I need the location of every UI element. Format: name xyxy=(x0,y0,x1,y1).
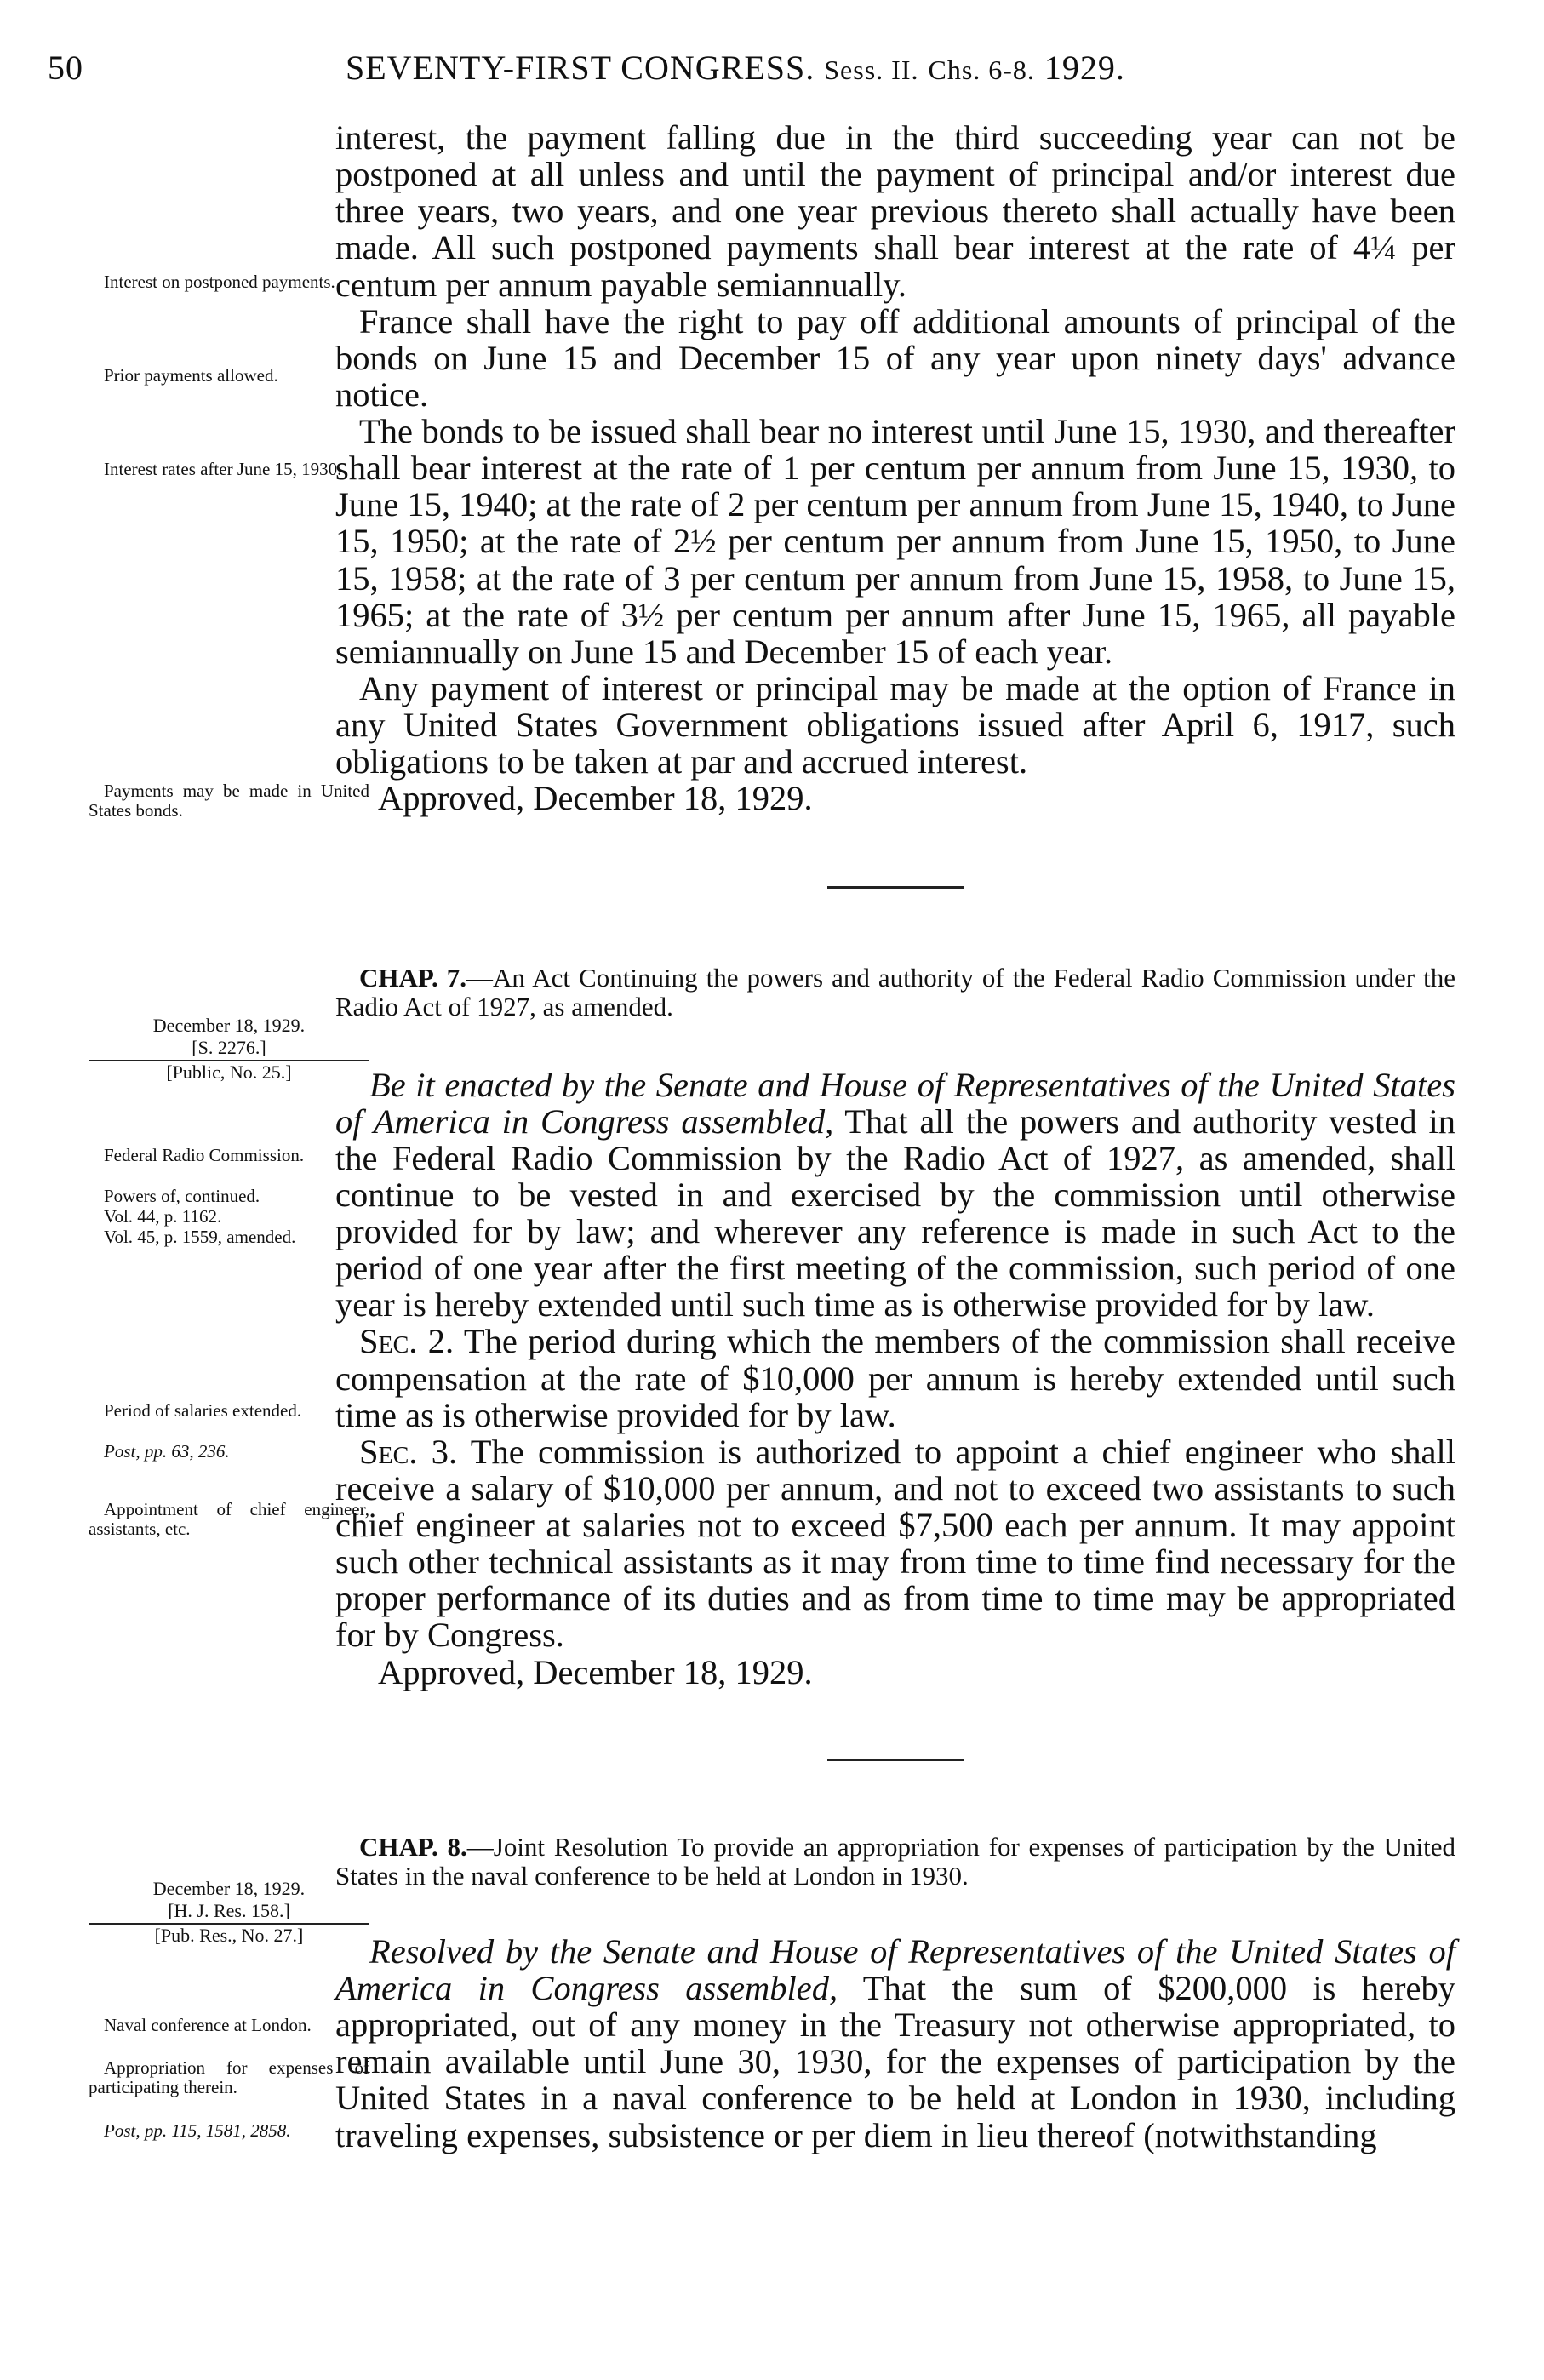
chap7-title: —An Act Continuing the powers and authority of the Federal Radio Commission under the Radio Act of 1927, as amended. xyxy=(335,963,1455,1022)
sec3-label: Sec. 3. xyxy=(359,1432,458,1471)
margin-note-naval-conference: Naval conference at London. xyxy=(104,2015,312,2035)
chap7-section-1-text: That all the powers and authority vested in the Federal Radio Commission by the Radio Act of 1927, as amended, shall continue to be vested in and exercised by the commission until otherwise provided for by law; and wherever any reference is made in such Act to the period of one year after the first meeting of the commission, such period of one year is hereby extended until such time as is otherwise provided for by law. xyxy=(335,1101,1455,1324)
chap7-public-number: [Public, No. 25.] xyxy=(166,1061,292,1083)
main-text xyxy=(335,119,1455,2154)
paragraph-postponed-interest: interest, the payment falling due in the third succeeding year can not be postponed at all unless and until the payment of principal and/or interest due three years, two years, and one year previous thereto shall actually have been made. All such postponed payments shall bear interest at the rate of 4¼ per centum per annum payable semiannually. xyxy=(335,118,1455,304)
chap8-heading xyxy=(335,1833,1455,1891)
chap7-section-1 xyxy=(335,1067,1455,1324)
margin-note-prior-payments: Prior payments allowed. xyxy=(104,365,278,386)
margin-note-vol44: Vol. 44, p. 1162. xyxy=(104,1206,222,1227)
paragraph-interest-rates: The bonds to be issued shall bear no interest until June 15, 1930, and thereafter shall bear interest at the rate of 1 per centum per annum from June 15, 1930, to June 15, 1940; at the rate of 2 per centum per annum from June 15, 1940, to June 15, 1950; at the rate of 2½ per centum per annum from June 15, 1950, to June 15, 1958; at the rate of 3 per centum per annum from June 15, 1958, to June 15, 1965; at the rate of 3½ per centum per annum after June 15, 1965, all payable semiannually on June 15 and December 15 of each year. xyxy=(335,412,1455,671)
sec3-text: The commission is authorized to appoint a chief engineer who shall receive a salary of $10,000 per annum, and not to exceed two assistants to such chief engineer at salaries not to exceed $7,500 each per annum. It may appoint such other technical assistants as it may from time to time find necessary for the proper performance of its duties and as from time to time may be appropriated for by Congress. xyxy=(335,1432,1455,1655)
chap8-title: —Joint Resolution To provide an appropriation for expenses of participation by the United States in the naval conference to be held at London in 1930. xyxy=(335,1831,1455,1891)
chap7-bill-identifier xyxy=(89,1015,369,1084)
approved-line-1: Approved, December 18, 1929. xyxy=(378,779,813,818)
margin-note-post-appropriation: Post, pp. 115, 1581, 2858. xyxy=(104,2120,291,2141)
margin-note-period-salaries: Period of salaries extended. xyxy=(104,1400,302,1421)
margin-note-appointment: Appointment of chief engineer, assistants, etc. xyxy=(89,1499,369,1540)
chap7-date: December 18, 1929. xyxy=(152,1015,306,1036)
chapters-label: Chs. 6-8. xyxy=(928,54,1035,85)
paragraph-payments-bonds: Any payment of interest or principal may be made at the option of France in any United States Government obligations issued after April 6, 1917, such obligations to be taken at par and accrued interest. xyxy=(335,668,1455,781)
chap8-label: CHAP. 8. xyxy=(359,1831,467,1862)
chap8-resolution-number: [H. J. Res. 158.] xyxy=(89,1900,369,1924)
margin-note-payments-bonds: Payments may be made in United States bonds. xyxy=(89,781,369,821)
section-divider-1 xyxy=(827,886,964,889)
page-number: 50 xyxy=(48,49,83,87)
chap7-enacting-clause: Be it enacted by the Senate and House of Representatives of the United States of America in Congress assembled, xyxy=(335,1065,1455,1141)
chap8-public-resolution-number: [Pub. Res., No. 27.] xyxy=(154,1924,304,1946)
sec2-label: Sec. 2. xyxy=(359,1322,455,1361)
sec2-text: The period during which the members of the commission shall receive compensation at the rate of $10,000 per annum is hereby extended until such time as is otherwise provided for by law. xyxy=(335,1322,1455,1434)
section-divider-2 xyxy=(827,1759,964,1761)
running-head xyxy=(48,48,1452,99)
chap8-resolving-clause: Resolved by the Senate and House of Representatives of the United States of America in Congress assembled, xyxy=(335,1931,1455,2007)
chap8-resolution xyxy=(335,1933,1455,2154)
chap7-section-2 xyxy=(335,1323,1455,1433)
chap7-heading xyxy=(335,964,1455,1021)
margin-note-post-salaries: Post, pp. 63, 236. xyxy=(104,1441,230,1462)
margin-note-interest-rates: Interest rates after June 15, 1930. xyxy=(104,459,342,479)
chap7-label: CHAP. 7. xyxy=(359,963,467,993)
approved-line-2: Approved, December 18, 1929. xyxy=(378,1652,813,1691)
chap8-resolution-text: That the sum of $200,000 is hereby appropriated, out of any money in the Treasury not otherwise appropriated, to remain available until June 30, 1930, for the expenses of participation by the United States in a naval conference to be held at London in 1930, including traveling expenses, subsistence or per diem in lieu thereof (notwithstanding xyxy=(335,1969,1455,2154)
chap8-bill-identifier xyxy=(89,1878,369,1947)
running-title xyxy=(346,48,1125,88)
margin-note-interest-postponed: Interest on postponed payments. xyxy=(104,272,335,292)
margin-note-appropriation: Appropriation for expenses of participating therein. xyxy=(89,2057,369,2098)
chap7-bill-number: [S. 2276.] xyxy=(89,1037,369,1061)
chap7-section-3 xyxy=(335,1433,1455,1654)
margin-note-federal-radio: Federal Radio Commission. xyxy=(104,1145,305,1165)
congress-title: SEVENTY-FIRST CONGRESS. xyxy=(346,49,815,87)
margin-note-vol45: Vol. 45, p. 1559, amended. xyxy=(104,1227,296,1247)
margin-note-powers-continued: Powers of, continued. xyxy=(104,1186,260,1206)
paragraph-prior-payments: France shall have the right to pay off additional amounts of principal of the bonds on June 15 and December 15 of any year upon ninety days' advance notice. xyxy=(335,301,1455,414)
session-label: Sess. II. xyxy=(824,54,919,85)
chap8-date: December 18, 1929. xyxy=(152,1878,306,1899)
header-year: 1929. xyxy=(1044,49,1125,87)
